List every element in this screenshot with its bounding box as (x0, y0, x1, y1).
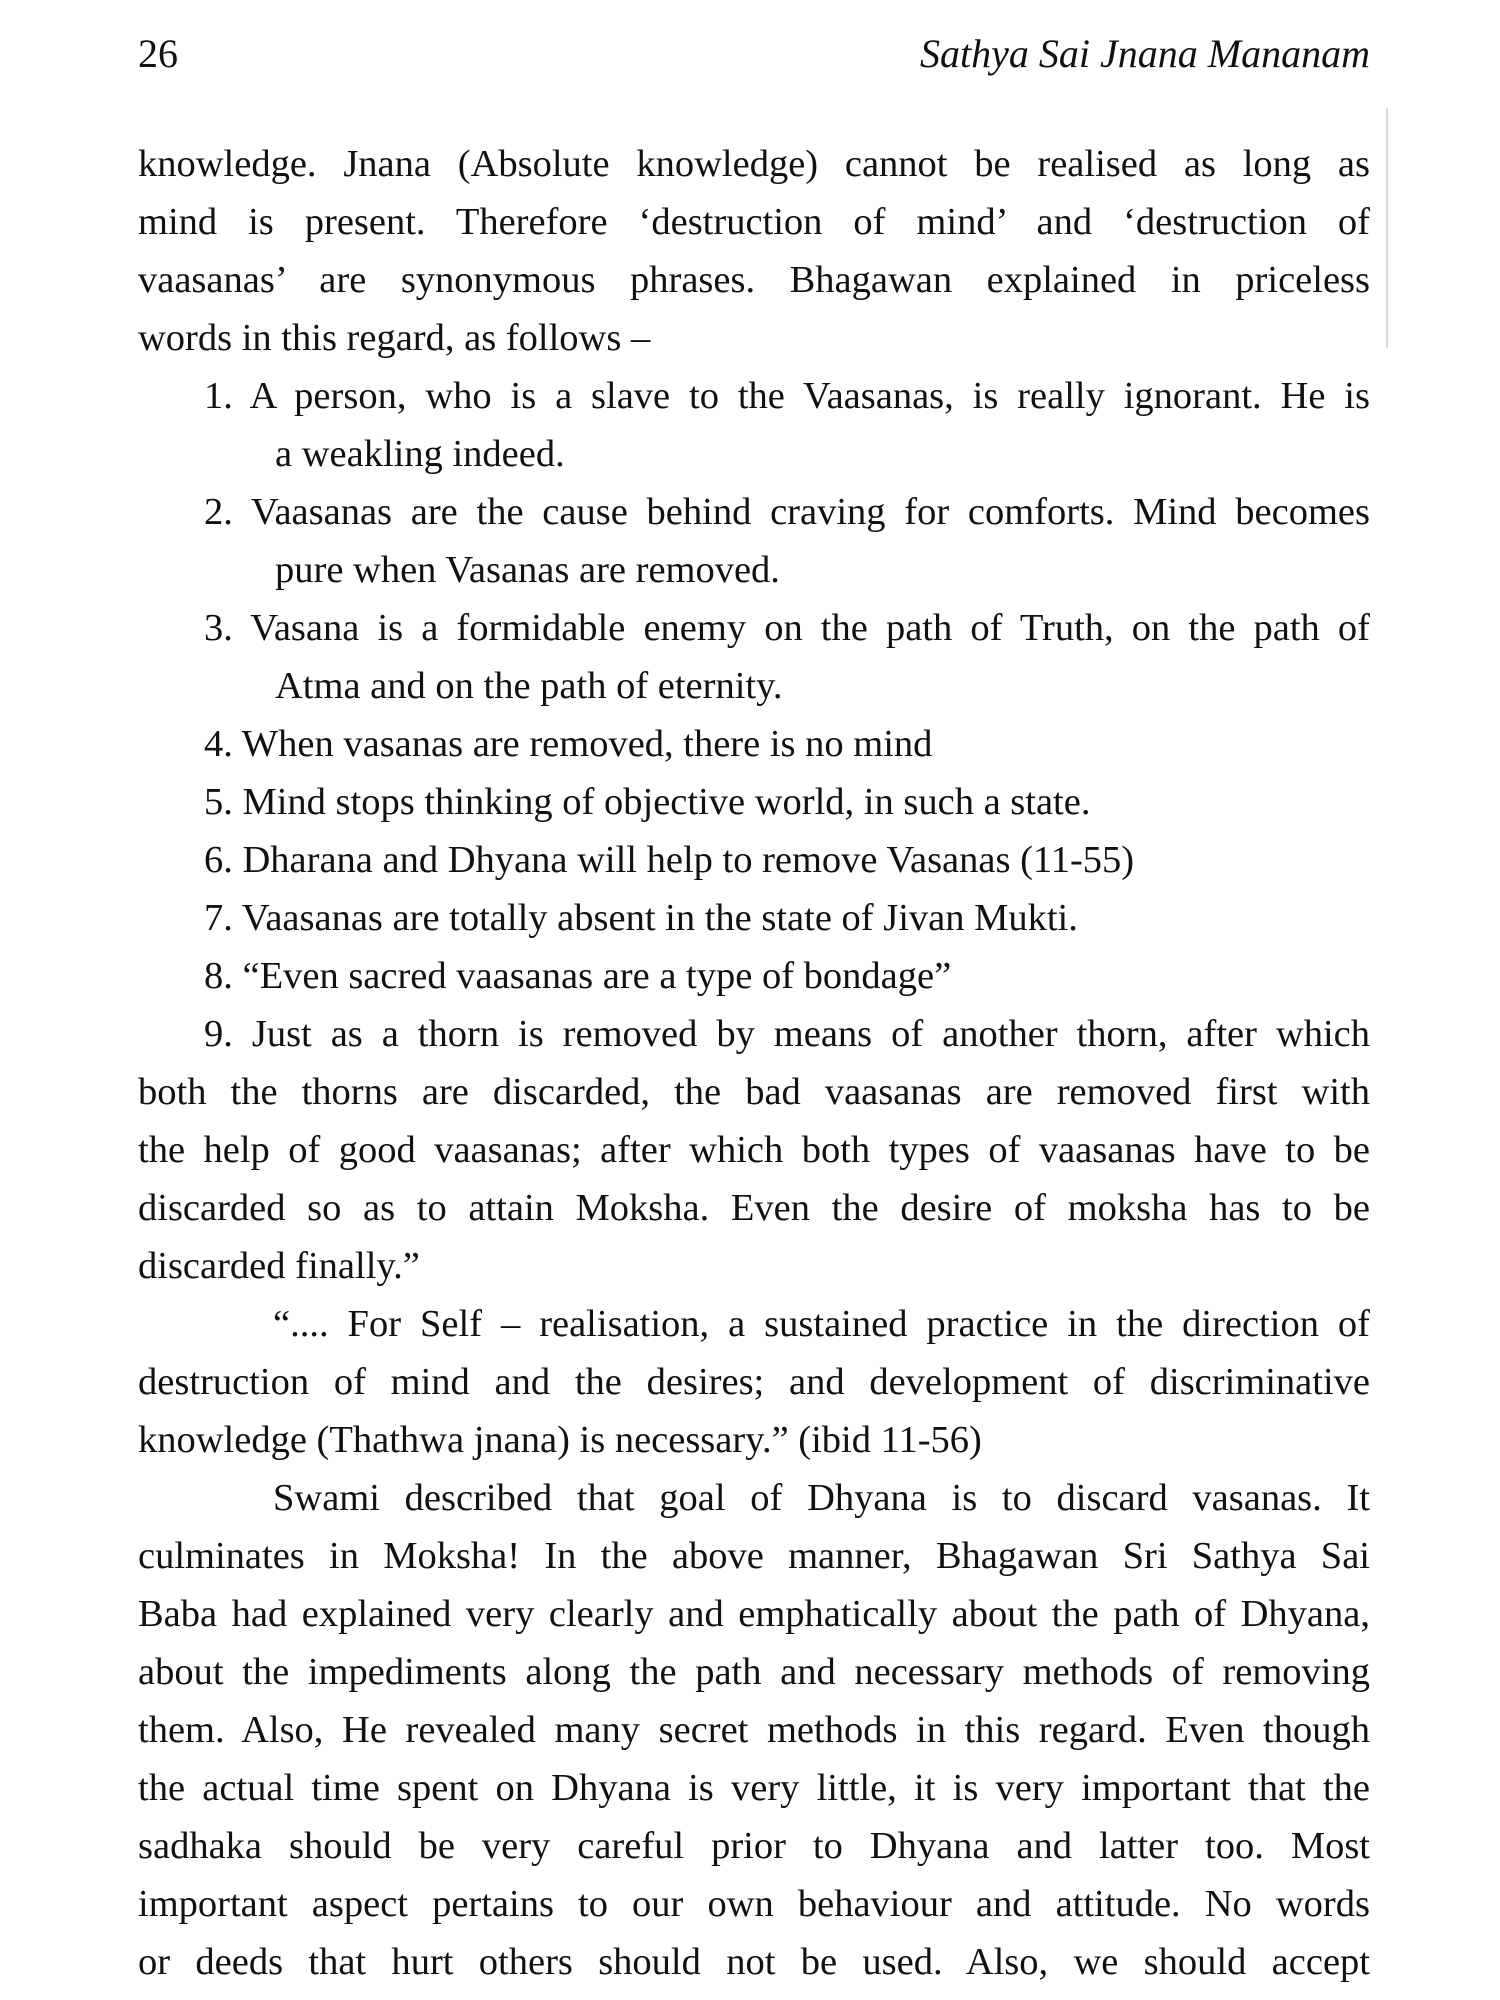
text-line: 6. Dharana and Dhyana will help to remove Vasanas (11-55) (204, 839, 1135, 881)
intro-paragraph (138, 135, 1370, 367)
text-line: 1. A person, who is a slave to the Vaasanas, is really ignorant. He is (204, 375, 1370, 417)
list-item-9-paragraph (138, 1005, 1370, 1295)
list-item (138, 889, 1370, 947)
text-line: knowledge (Thathwa jnana) is necessary.” (ibid 11-56) (138, 1419, 982, 1461)
text-line: pure when Vasanas are removed. (275, 549, 780, 591)
text-line: important aspect pertains to our own behaviour and attitude. No words (138, 1883, 1370, 1925)
text-line: mind is present. Therefore ‘destruction of mind’ and ‘destruction of (138, 201, 1370, 243)
text-line: culminates in Moksha! In the above manner, Bhagawan Sri Sathya Sai (138, 1535, 1370, 1577)
running-head: Sathya Sai Jnana Mananam (920, 31, 1370, 76)
text-line: 7. Vaasanas are totally absent in the state of Jivan Mukti. (204, 897, 1078, 939)
text-line: discarded finally.” (138, 1245, 420, 1287)
text-line: knowledge. Jnana (Absolute knowledge) cannot be realised as long as (138, 143, 1370, 185)
text-line: 8. “Even sacred vaasanas are a type of bondage” (204, 955, 952, 997)
text-line: both the thorns are discarded, the bad vaasanas are removed first with (138, 1071, 1370, 1113)
text-line: 5. Mind stops thinking of objective world, in such a state. (204, 781, 1091, 823)
list-item (138, 483, 1370, 599)
text-line: 2. Vaasanas are the cause behind craving for comforts. Mind becomes (204, 491, 1370, 533)
text-line: Baba had explained very clearly and emphatically about the path of Dhyana, (138, 1593, 1370, 1635)
text-line: sadhaka should be very careful prior to Dhyana and latter too. Most (138, 1825, 1370, 1867)
page-body (138, 135, 1370, 1991)
quote-paragraph (138, 1295, 1370, 1469)
list-item (138, 947, 1370, 1005)
text-line: them. Also, He revealed many secret methods in this regard. Even though (138, 1709, 1370, 1751)
numbered-list (138, 367, 1370, 1005)
list-item (138, 599, 1370, 715)
closing-paragraph (138, 1469, 1370, 1991)
text-line: Swami described that goal of Dhyana is to discard vasanas. It (273, 1477, 1370, 1519)
page-header (138, 30, 1370, 80)
text-line: words in this regard, as follows – (138, 317, 651, 359)
text-line: discarded so as to attain Moksha. Even the desire of moksha has to be (138, 1187, 1370, 1229)
text-line: or deeds that hurt others should not be used. Also, we should accept (138, 1941, 1370, 1983)
list-item (138, 831, 1370, 889)
list-item (138, 773, 1370, 831)
text-line: a weakling indeed. (275, 433, 565, 475)
text-line: vaasanas’ are synonymous phrases. Bhagawan explained in priceless (138, 259, 1370, 301)
text-line: about the impediments along the path and necessary methods of removing (138, 1651, 1370, 1693)
text-line: the actual time spent on Dhyana is very little, it is very important that the (138, 1767, 1370, 1809)
text-line: “.... For Self – realisation, a sustained practice in the direction of (273, 1303, 1370, 1345)
list-item (138, 367, 1370, 483)
text-line: 4. When vasanas are removed, there is no mind (204, 723, 933, 765)
text-line: Atma and on the path of eternity. (275, 665, 783, 707)
text-line: 9. Just as a thorn is removed by means of another thorn, after which (204, 1013, 1370, 1055)
text-line: the help of good vaasanas; after which both types of vaasanas have to be (138, 1129, 1370, 1171)
text-line: destruction of mind and the desires; and development of discriminative (138, 1361, 1370, 1403)
text-line: 3. Vasana is a formidable enemy on the path of Truth, on the path of (204, 607, 1370, 649)
page-edge-shadow (1386, 108, 1388, 348)
page-number: 26 (138, 31, 178, 76)
list-item (138, 715, 1370, 773)
